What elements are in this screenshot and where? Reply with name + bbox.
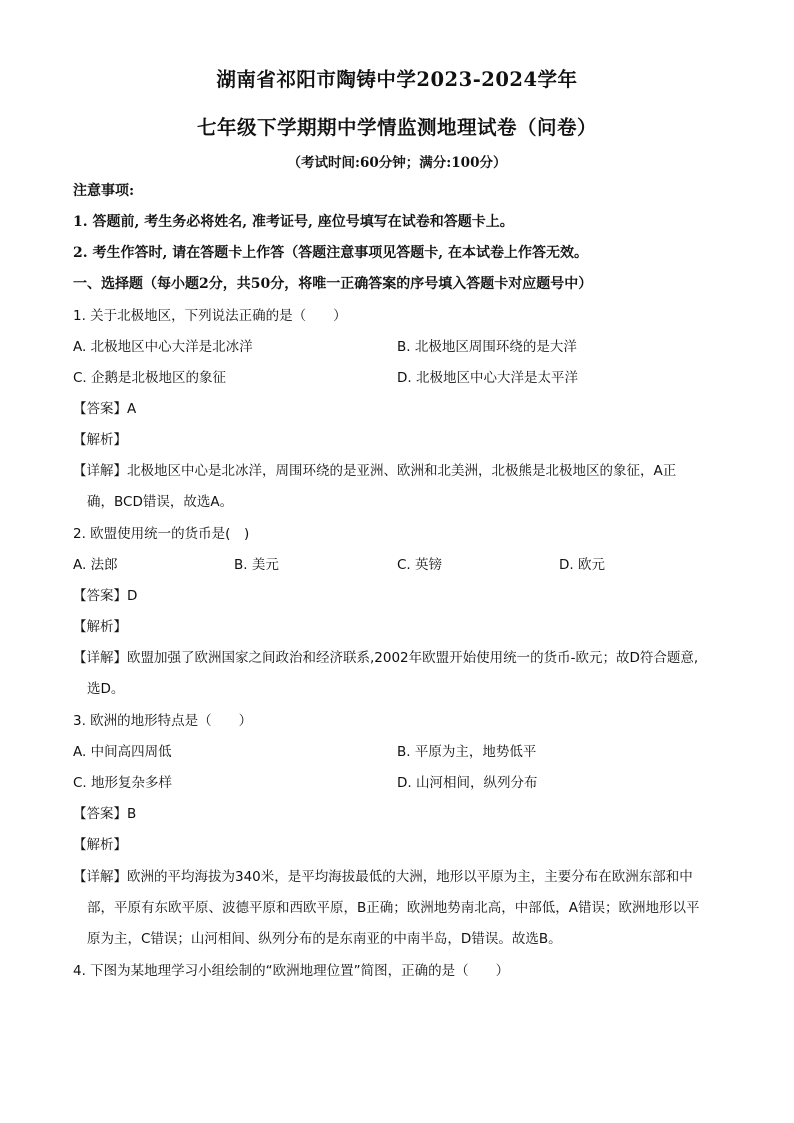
- question-3-option-b: B. 平原为主，地势低平: [397, 744, 537, 760]
- question-1-detail-line-2: 确，BCD错误，故选A。: [87, 494, 234, 510]
- exam-title-line1: 湖南省祁阳市陶铸中学2023-2024学年: [216, 68, 578, 91]
- exam-subtitle: （考试时间:60分钟；满分:100分）: [287, 155, 507, 171]
- question-1-option-d: D. 北极地区中心大洋是太平洋: [397, 370, 578, 386]
- question-4-stem: 4. 下图为某地理学习小组绘制的“欧洲地理位置”简图，正确的是（ ）: [73, 963, 510, 979]
- question-3-option-d: D. 山河相间，纵列分布: [397, 775, 538, 791]
- question-1-stem: 1. 关于北极地区，下列说法正确的是（ ）: [73, 308, 347, 324]
- question-1-option-a: A. 北极地区中心大洋是北冰洋: [73, 339, 253, 355]
- question-2-stem: 2. 欧盟使用统一的货币是( ): [73, 526, 250, 542]
- question-3-detail-line-2: 部，平原有东欧平原、波德平原和西欧平原，B正确；欧洲地势南北高，中部低，A错误；欧洲地形以平: [87, 900, 700, 916]
- question-2-answer: 【答案】D: [73, 588, 138, 604]
- question-1-option-c: C. 企鹅是北极地区的象征: [73, 370, 227, 386]
- question-3-option-a: A. 中间高四周低: [73, 744, 172, 760]
- question-3-detail-line-1: 【详解】欧洲的平均海拔为340米，是平均海拔最低的大洲，地形以平原为主，主要分布在欧洲东部和中: [73, 869, 693, 885]
- question-2-option-b: B. 美元: [234, 557, 279, 573]
- note-item-2: 2. 考生作答时, 请在答题卡上作答（答题注意事项见答题卡, 在本试卷上作答无效。: [73, 245, 588, 261]
- question-3-answer: 【答案】B: [73, 806, 137, 822]
- note-item-1: 1. 答题前, 考生务必将姓名, 准考证号, 座位号填写在试卷和答题卡上。: [73, 214, 514, 230]
- question-1-detail-line-1: 【详解】北极地区中心是北冰洋，周围环绕的是亚洲、欧洲和北美洲，北极熊是北极地区的象征，A正: [73, 463, 677, 479]
- question-1-analysis: 【解析】: [73, 432, 127, 448]
- question-2-option-a: A. 法郎: [73, 557, 118, 573]
- question-3-stem: 3. 欧洲的地形特点是（ ）: [73, 713, 253, 729]
- section-heading: 一、选择题（每小题2分，共50分，将唯一正确答案的序号填入答题卡对应题号中）: [73, 276, 593, 292]
- exam-title-line2: 七年级下学期期中学情监测地理试卷（问卷）: [196, 116, 597, 139]
- question-2-option-c: C. 英镑: [397, 557, 443, 573]
- question-3-detail-line-3: 原为主，C错误；山河相间、纵列分布的是东南亚的中南半岛，D错误。故选B。: [87, 931, 562, 947]
- notes-heading: 注意事项:: [73, 183, 135, 199]
- question-2-detail-line-2: 选D。: [87, 681, 125, 697]
- question-1-option-b: B. 北极地区周围环绕的是大洋: [397, 339, 577, 355]
- question-2-analysis: 【解析】: [73, 619, 127, 635]
- question-2-detail-line-1: 【详解】欧盟加强了欧洲国家之间政治和经济联系,2002年欧盟开始使用统一的货币-欧元；故D符合题意,: [73, 650, 699, 666]
- question-3-option-c: C. 地形复杂多样: [73, 775, 173, 791]
- question-2-option-d: D. 欧元: [559, 557, 605, 573]
- question-1-answer: 【答案】A: [73, 401, 137, 417]
- question-3-analysis: 【解析】: [73, 837, 127, 853]
